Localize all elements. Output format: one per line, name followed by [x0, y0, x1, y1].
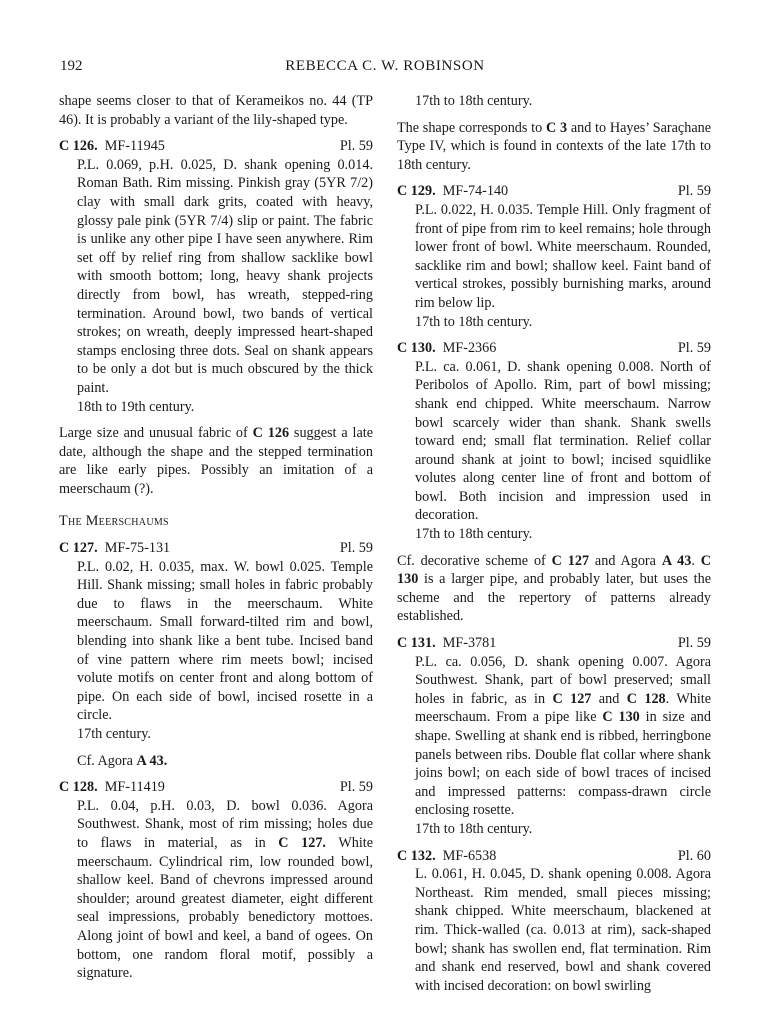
entry-id: C 130. [397, 340, 436, 357]
entry-date: 17th to 18th century. [415, 93, 533, 109]
entry-description: P.L. 0.04, p.H. 0.03, D. bowl 0.036. Agora Southwest. Shank, most of rim missing; holes due to flaws in material, as in C 127. White meerschaum. Cylindrical rim, low rounded bowl, shallow keel. Band of chevrons impressed around shoulder; around greatest diameter, eight different seal impressions, probably benedictory mottoes. Along joint of bowl and keel, a band of ogees. On bottom, one random floral motif, possibly a signature. [77, 797, 373, 982]
discussion-paragraph: Large size and unusual fabric of C 126 suggest a late date, although the shape and the stepped termination are like early pipes. Possibly an imitation of a meerschaum (?). [59, 425, 373, 497]
plate-reference: Pl. 59 [339, 138, 373, 155]
cross-reference: Cf. Agora A 43. [77, 752, 168, 769]
entry-heading [397, 182, 711, 201]
inventory-number: MF-75-131 [104, 540, 171, 557]
entry-heading [397, 339, 711, 358]
catalog-entry-c129 [397, 182, 711, 331]
entry-date: 17th to 18th century. [415, 820, 533, 837]
entry-id: C 126. [59, 138, 98, 155]
entry-description: L. 0.061, H. 0.045, D. shank opening 0.008. Agora Northeast. Rim mended, small pieces missing; shank chipped. White meerschaum, blackened at rim. Thick-walled (ca. 0.013 at rim), sack-shaped bowl; shank has swollen end, flat termination. Rim and shank end reserved, bowl and shank covered with incised decoration: on bowl swirling [415, 866, 711, 994]
plate-reference: Pl. 60 [677, 847, 711, 864]
plate-reference: Pl. 59 [677, 635, 711, 652]
entry-description: P.L. ca. 0.056, D. shank opening 0.007. Agora Southwest. Shank, part of bowl preserved; small holes in fabric, as in C 127 and C 128. White meerschaum. From a pipe like C 130 in size and shape. Swelling at shank end is ribbed, herringbone panels between ribs. Double flat collar where shank joins bowl; on each side of bowl traces of incised and impressed patterns: compass-drawn circle enclosing rosette. [415, 653, 711, 819]
inventory-number: MF-6538 [442, 847, 497, 864]
entry-id: C 131. [397, 635, 436, 652]
plate-reference: Pl. 59 [339, 779, 373, 796]
plate-reference: Pl. 59 [677, 183, 711, 200]
inventory-number: MF-3781 [442, 635, 497, 652]
entry-description: P.L. 0.02, H. 0.035, max. W. bowl 0.025. Temple Hill. Shank missing; small holes in fabric probably due to flaws in the meerschaum. White meerschaum. Small forward-tilted rim and bowl, blending into shank like a bent tube. Incised band of vine pattern where rim meets bowl; incised volute motifs on center front and along bottom of pipe. On each side of bowl, incised rosette in a circle. [77, 558, 373, 724]
entry-id: C 132. [397, 847, 436, 864]
catalog-entry-c130 [397, 339, 711, 544]
entry-date: 17th to 18th century. [415, 313, 533, 330]
catalog-entry-c128 [59, 778, 373, 983]
catalog-entry-c132 [397, 847, 711, 996]
discussion-paragraph: Cf. decorative scheme of C 127 and Agora A 43. C 130 is a larger pipe, and probably later, but uses the scheme and the repertory of patterns already established. [397, 552, 712, 625]
entry-id: C 127. [59, 540, 98, 557]
section-title: The Meerschaums [59, 513, 169, 530]
page-number: 192 [60, 58, 83, 74]
page-header [60, 58, 710, 80]
entry-heading [59, 137, 373, 156]
entry-date: 17th to 18th century. [415, 526, 533, 543]
inventory-number: MF-2366 [442, 340, 497, 357]
entry-heading [59, 539, 373, 558]
catalog-entry-c126 [59, 137, 373, 416]
catalog-entry-c131 [397, 634, 711, 839]
entry-date: 18th to 19th century. [77, 398, 195, 415]
intro-paragraph: shape seems closer to that of Kerameikos no. 44 (TP 46). It is probably a variant of the lily-shaped type. [59, 93, 373, 128]
running-title: REBECCA C. W. ROBINSON [285, 58, 485, 74]
entry-date: 17th century. [77, 726, 151, 742]
entry-description: P.L. 0.069, p.H. 0.025, D. shank opening 0.014. Roman Bath. Rim missing. Pinkish gray (5YR 7/2) clay with small dark grits, coated with heavy, glossy pale pink (5YR 7/4) slip or paint. The fabric is unlike any other pipe I have seen anywhere. Rim set off by relief ring from shallow sacklike bowl with smooth bottom; long, heavy shank projects directly from bowl, has wreath, stepped-ring termination. Around bowl, two bands of vertical strokes; on wreath, deeply impressed heart-shaped stamps enclosing three dots. Seal on shank appears to be only a dot but is much obscured by the thick paint. [77, 156, 373, 396]
plate-reference: Pl. 59 [339, 540, 373, 557]
entry-heading [397, 847, 711, 866]
inventory-number: MF-11945 [104, 138, 165, 155]
discussion-paragraph: The shape corresponds to C 3 and to Hayes’ Saraçhane Type IV, which is found in contexts of the late 17th to 18th century. [397, 119, 712, 173]
entry-heading [397, 634, 711, 653]
catalog-entry-c127 [59, 539, 373, 770]
inventory-number: MF-11419 [104, 779, 165, 796]
plate-reference: Pl. 59 [677, 340, 711, 357]
entry-description: P.L. 0.022, H. 0.035. Temple Hill. Only fragment of front of pipe from rim to keel remains; hole through lower front of bowl. White meerschaum. Rounded, sacklike rim and bowl; shallow keel. Faint band of vertical strokes, possibly burnishing marks, around rim below lip. [415, 201, 711, 311]
entry-id: C 129. [397, 183, 436, 200]
inventory-number: MF-74-140 [442, 183, 509, 200]
right-column [397, 92, 711, 1003]
entry-description: P.L. ca. 0.061, D. shank opening 0.008. North of Peribolos of Apollo. Rim, part of bowl missing; shank end chipped. White meerschaum. Narrow bowl scarcely wider than shank. Shank swells toward end; small flat termination. Relief collar around shank at joint to bowl; incised squidlike volutes along center line of front and bottom of bowl. Both incision and impression used in decoration. [415, 358, 711, 524]
entry-id: C 128. [59, 779, 98, 796]
entry-heading [59, 778, 373, 797]
left-column [59, 92, 373, 991]
